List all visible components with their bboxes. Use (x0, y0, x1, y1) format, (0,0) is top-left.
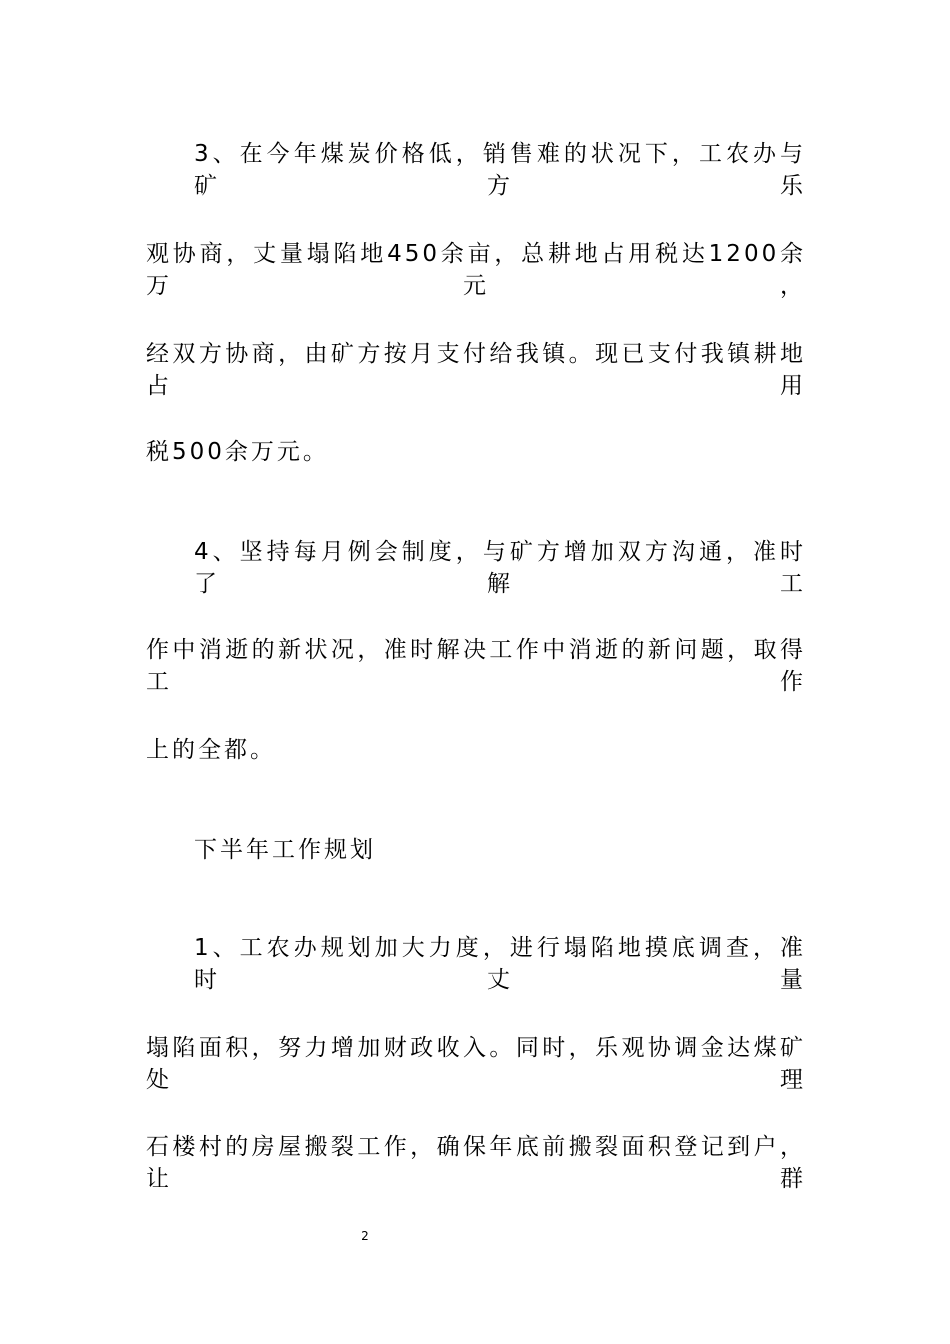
plan-1-line-1: 1、工农办规划加大力度，进行塌陷地摸底调查，准时丈量 (194, 935, 806, 993)
paragraph-3-line-1: 3、在今年煤炭价格低，销售难的状况下，工农办与矿方乐 (194, 141, 806, 199)
section-heading: 下半年工作规划 (194, 837, 376, 863)
paragraph-4-line-3: 上的全都。 (146, 737, 276, 763)
page-number: 2 (361, 1229, 369, 1243)
paragraph-4-line-1: 4、坚持每月例会制度，与矿方增加双方沟通，准时了解工 (194, 539, 806, 597)
paragraph-3-line-4: 税500余万元。 (146, 439, 329, 465)
paragraph-3-line-2: 观协商，丈量塌陷地450余亩，总耕地占用税达1200余万元， (146, 241, 806, 299)
paragraph-4-line-2: 作中消逝的新状况，准时解决工作中消逝的新问题，取得工作 (146, 637, 806, 695)
paragraph-3-line-3: 经双方协商，由矿方按月支付给我镇。现已支付我镇耕地占用 (146, 341, 806, 399)
plan-1-line-3: 石楼村的房屋搬裂工作，确保年底前搬裂面积登记到户，让群 (146, 1134, 806, 1192)
plan-1-line-2: 塌陷面积，努力增加财政收入。同时，乐观协调金达煤矿处理 (146, 1035, 806, 1093)
